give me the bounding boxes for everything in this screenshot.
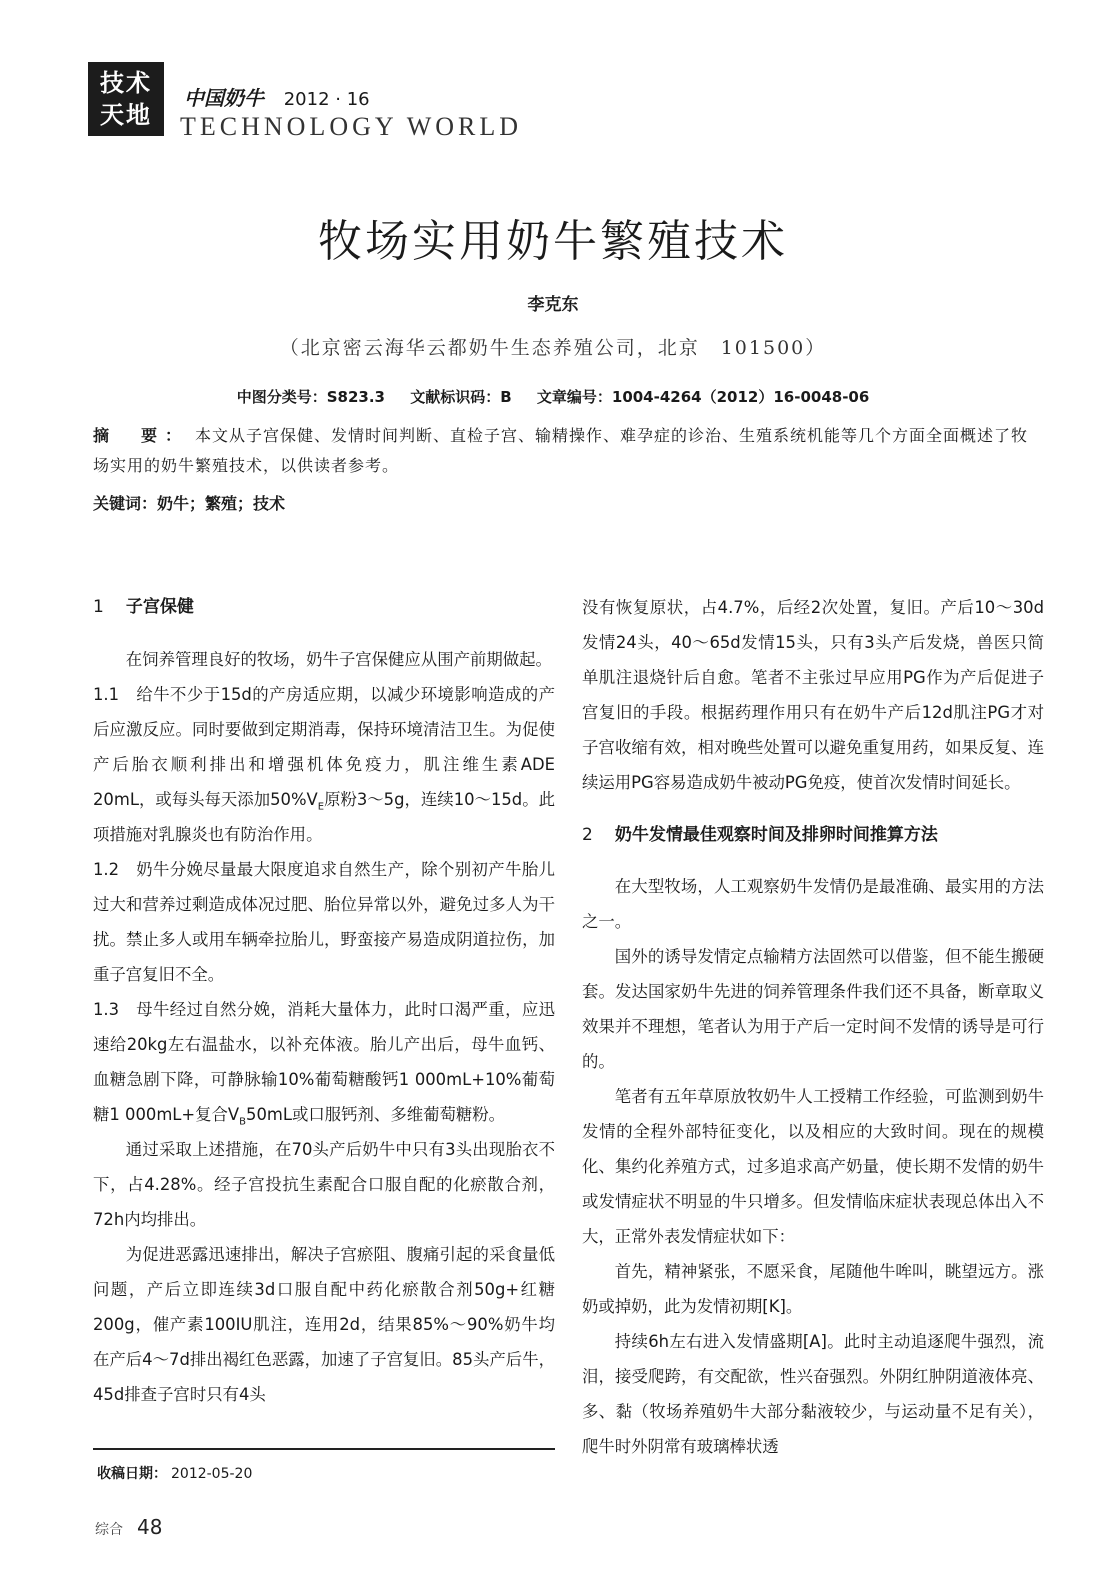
received-value: 2012-05-20 — [171, 1466, 253, 1482]
article-number: 文章编号：1004-4264（2012）16-0048-06 — [536, 388, 870, 406]
section-english-title: TECHNOLOGY WORLD — [180, 112, 523, 141]
paragraph: 通过采取上述措施，在70头产后奶牛中只有3头出现胎衣不下，占4.28%。经子宫投抗生素配合口服自配的化瘀散合剂，72h内均排出。 — [93, 1140, 555, 1229]
right-column — [582, 590, 1044, 1464]
page-number: 48 — [137, 1515, 163, 1539]
badge-line1: 技术 — [100, 69, 152, 97]
paragraph: 持续6h左右进入发情盛期[A]。此时主动追逐爬牛强烈，流泪，接受爬跨，有交配欲，性兴奋强烈。外阴红肿阴道液体亮、多、黏（牧场养殖奶牛大部分黏液较少，与运动量不足有关），爬牛时外阴常有玻璃棒状透 — [582, 1332, 1044, 1456]
section-number: 2 — [582, 825, 593, 845]
subscript: E — [317, 801, 325, 813]
paragraph: 笔者有五年草原放牧奶牛人工授精工作经验，可监测到奶牛发情的全程外部特征变化，以及相应的大致时间。现在的规模化、集约化养殖方式，过多追求高产奶量，使长期不发情的奶牛或发情症状不明显的牛只增多。但发情临床症状表现总体出入不大，正常外表发情症状如下： — [582, 1087, 1044, 1246]
affiliation: （北京密云海华云都奶牛生态养殖公司，北京 101500） — [279, 337, 827, 359]
section-title: 奶牛发情最佳观察时间及排卵时间推算方法 — [614, 825, 938, 845]
paragraph — [93, 677, 555, 852]
abstract-text: 本文从子宫保健、发情时间判断、直检子宫、输精操作、难孕症的诊治、生殖系统机能等几个方面全面概述了牧场实用的奶牛繁殖技术，以供读者参考。 — [93, 426, 1029, 475]
footer-section: 综合 — [95, 1522, 123, 1538]
subscript: B — [239, 1116, 247, 1128]
text-run: 1.3 母牛经过自然分娩，消耗大量体力，此时口渴严重，应迅速给20kg左右温盐水，以补充体液。胎儿产出后，母牛血钙、血糖急剧下降，可静脉输10%葡萄糖酸钙1 000mL+10%葡萄糖1 000mL+复合V — [93, 1000, 555, 1124]
left-column — [93, 590, 555, 1412]
keywords: 关键词：奶牛；繁殖；技术 — [93, 494, 286, 513]
paragraph: 首先，精神紧张，不愿采食，尾随他牛哞叫，眺望远方。涨奶或掉奶，此为发情初期[K]。 — [582, 1262, 1044, 1316]
badge-line2: 天地 — [100, 101, 152, 129]
paragraph — [93, 992, 555, 1132]
magazine-line — [184, 82, 370, 111]
classification-line — [0, 386, 1106, 407]
paragraph: 国外的诱导发情定点输精方法固然可以借鉴，但不能生搬硬套。发达国家奶牛先进的饲养管理条件我们还不具备，断章取义效果并不理想，笔者认为用于产后一定时间不发情的诱导是可行的。 — [582, 947, 1044, 1071]
section-title: 子宫保健 — [125, 597, 194, 617]
paragraph: 1.2 奶牛分娩尽量最大限度追求自然生产，除个别初产牛胎儿过大和营养过剩造成体况过肥、胎位异常以外，避免过多人为干扰。禁止多人或用车辆牵拉胎儿，野蛮接产易造成阴道拉伤，加重子宫复旧不全。 — [93, 860, 555, 984]
paragraph: 为促进恶露迅速排出，解决子宫瘀阻、腹痛引起的采食量低问题，产后立即连续3d口服自配中药化瘀散合剂50g+红糖200g，催产素100IU肌注，连用2d，结果85%～90%奶牛均在产后4～7d排出褐红色恶露，加速了子宫复旧。85头产后牛，45d排查子宫时只有4头 — [93, 1245, 555, 1404]
section-number: 1 — [93, 597, 104, 617]
issue-number: 2012 · 16 — [283, 89, 370, 110]
paragraph: 在饲养管理良好的牧场，奶牛子宫保健应从围产前期做起。 — [125, 650, 552, 669]
section-heading-1 — [93, 590, 555, 625]
abstract-label: 摘 要： — [93, 426, 190, 445]
footnote-divider — [93, 1448, 555, 1450]
text-run: 1.1 给牛不少于15d的产房适应期，以减少环境影响造成的产后应激反应。同时要做到定期消毒，保持环境清洁卫生。为促使产后胎衣顺利排出和增强机体免疫力， — [93, 685, 555, 774]
text-run: 50mL或口服钙剂、多维葡萄糖粉。 — [246, 1105, 506, 1124]
document-code: 文献标识码：B — [410, 388, 512, 406]
journal-header — [88, 62, 568, 142]
page-footer — [95, 1515, 162, 1539]
paragraph: 没有恢复原状，占4.7%，后经2次处置，复旧。产后10～30d发情24头，40～65d发情15头，只有3头产后发烧，兽医只简单肌注退烧针后自愈。笔者不主张过早应用PG作为产后促进子宫复旧的手段。根据药理作用只有在奶牛产后12d肌注PG才对子宫收缩有效，相对晚些处置可以避免重复用药，如果反复、连续运用PG容易造成奶牛被动PG免疫，使首次发情时间延长。 — [582, 598, 1044, 792]
abstract — [93, 421, 1043, 481]
paragraph: 在大型牧场，人工观察奶牛发情仍是最准确、最实用的方法之一。 — [582, 877, 1044, 931]
author: 李克东 — [527, 295, 579, 315]
clc-number: 中图分类号：S823.3 — [236, 388, 385, 406]
received-date — [97, 1463, 252, 1483]
text-run: 原粉3～5g，连续10～15d。此项措施对乳腺炎也有防治作用。 — [93, 790, 555, 844]
article-title: 牧场实用奶牛繁殖技术 — [318, 216, 788, 267]
section-badge — [88, 62, 164, 136]
text-run: 肌注维生素ADE 20mL，或每头每天添加50%V — [93, 755, 555, 809]
section-heading-2 — [582, 818, 1044, 853]
received-label: 收稿日期： — [97, 1466, 167, 1482]
magazine-name: 中国奶牛 — [184, 86, 264, 110]
